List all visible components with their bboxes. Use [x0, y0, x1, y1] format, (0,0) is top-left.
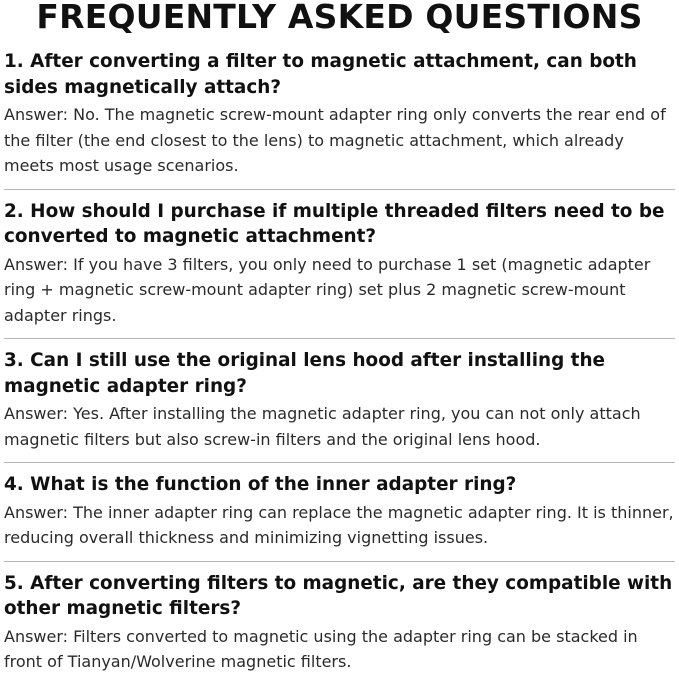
- faq-answer-5: Answer: Filters converted to magnetic using the adapter ring can be stacked in front of Tianyan/Wolverine magnetic filters.: [4, 626, 638, 671]
- faq-item-1: [4, 42, 675, 190]
- faq-answer-3: Answer: Yes. After installing the magnetic adapter ring, you can not only attach magnetic filters but also screw-in filters and the original lens hood.: [4, 404, 641, 449]
- page-title: FREQUENTLY ASKED QUESTIONS: [36, 0, 643, 36]
- faq-item-2: [4, 190, 675, 340]
- faq-question-1: 1. After converting a filter to magnetic attachment, can both sides magnetically attach?: [4, 51, 637, 98]
- faq-answer-4: Answer: The inner adapter ring can replace the magnetic adapter ring. It is thinner, reducing overall thickness and minimizing vignetting issues.: [4, 502, 674, 547]
- faq-list: [4, 42, 675, 685]
- faq-answer-1: Answer: No. The magnetic screw-mount adapter ring only converts the rear end of the filter (the end closest to the lens) to magnetic attachment, which already meets most usage scenarios.: [4, 105, 666, 175]
- faq-answer-2: Answer: If you have 3 filters, you only need to purchase 1 set (magnetic adapter ring + magnetic screw-mount adapter ring) set plus 2 magnetic screw-mount adapter rings.: [4, 254, 651, 325]
- faq-item-5: [4, 562, 675, 685]
- faq-question-2: 2. How should I purchase if multiple threaded filters need to be converted to magnetic attachment?: [4, 200, 665, 247]
- faq-question-5: 5. After converting filters to magnetic, are they compatible with other magnetic filters?: [4, 572, 673, 619]
- faq-question-3: 3. Can I still use the original lens hood after installing the magnetic adapter ring?: [4, 350, 606, 397]
- faq-item-3: [4, 339, 675, 463]
- faq-question-4: 4. What is the function of the inner adapter ring?: [4, 474, 517, 495]
- faq-item-4: [4, 463, 675, 562]
